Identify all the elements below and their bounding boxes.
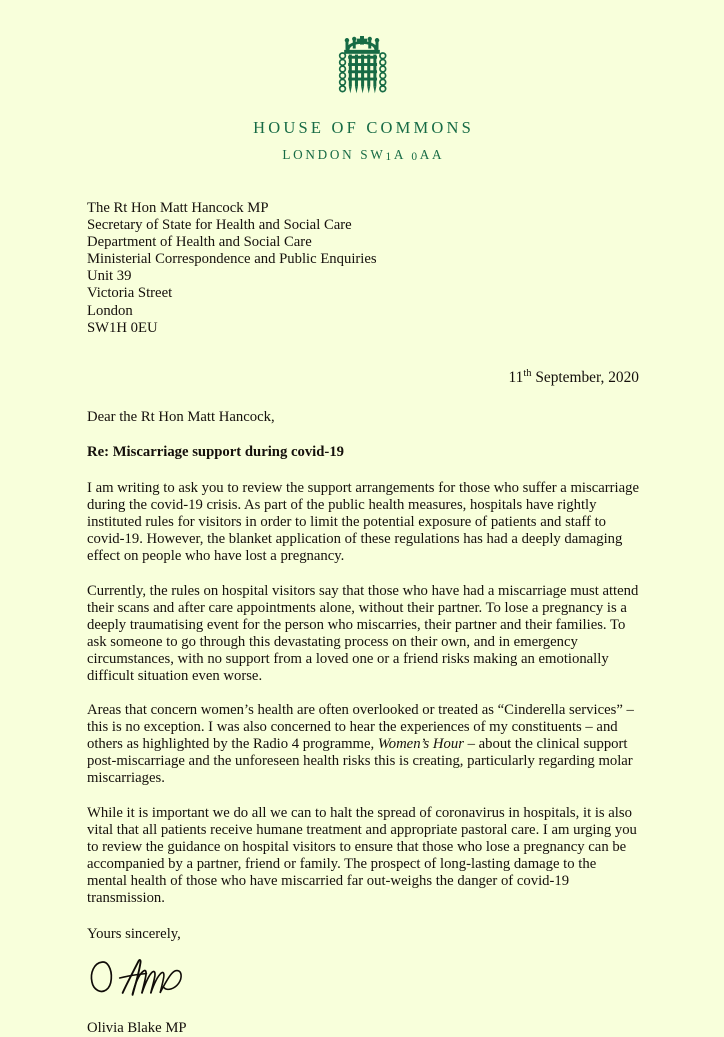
paragraph-text-before-italic: Areas that concern women’s health are often overlooked or treated as “Cinderella services” – this is no exception. I was also concerned to hear the experiences of my constituents – and others as highlighted by the Radio 4 programme, (87, 702, 634, 753)
body-paragraph: Currently, the rules on hospital visitors say that those who have had a miscarriage must attend their scans and after care appointments alone, without their partner. To lose a pregnancy is a deeply traumatising event for the person who miscarries, their partner and their families. To ask someone to go through this devastating process on their own, and in emergency circumstances, with no support from a loved one or a friend risks making an emotionally difficult situation even worse. (87, 582, 639, 684)
address-digit-one: 1 (385, 150, 394, 163)
body-paragraph (87, 702, 639, 787)
recipient-line: SW1H 0EU (87, 319, 158, 336)
organisation-address (0, 147, 724, 163)
salutation: Dear the Rt Hon Matt Hancock, (87, 408, 275, 425)
recipient-line: The Rt Hon Matt Hancock MP (87, 200, 269, 216)
programme-title-italic: Women’s Hour (377, 736, 464, 753)
address-middle: A (393, 147, 412, 162)
date-month-year: September, 2020 (531, 368, 639, 386)
letter-body (87, 200, 639, 1037)
address-prefix: LONDON SW (282, 147, 386, 162)
signature-area (87, 951, 639, 1003)
date-ordinal-suffix: th (523, 367, 532, 379)
paragraph-text-after-italic: – about the clinical support post-miscarriage and the unforeseen health risks this is creating, particularly regarding molar miscarriages. (87, 736, 633, 787)
signer-name: Olivia Blake MP (87, 1020, 187, 1037)
body-paragraph: While it is important we do all we can to halt the spread of coronavirus in hospitals, it is also vital that all patients receive humane treatment and appropriate pastoral care. I am urging you to review the guidance on hospital visitors to ensure that those who lose a pregnancy can be accompanied by a partner, friend or family. The prospect of long-lasting damage to the mental health of those who have miscarried far out-weighs the danger of covid-19 transmission. (87, 804, 637, 906)
letterhead (0, 0, 724, 163)
address-digit-zero: 0 (411, 150, 420, 163)
letter-date (87, 369, 639, 386)
recipient-address-block (87, 200, 639, 337)
recipient-line: Secretary of State for Health and Social Care (87, 217, 352, 234)
subject-line: Re: Miscarriage support during covid-19 (87, 443, 345, 460)
handwritten-signature (87, 951, 191, 1001)
organisation-name: HOUSE OF COMMONS (253, 118, 474, 137)
recipient-line: Unit 39 (87, 268, 132, 285)
date-day: 11 (508, 368, 524, 386)
recipient-line: Ministerial Correspondence and Public Enquiries (87, 251, 377, 268)
closing-salutation: Yours sincerely, (87, 926, 181, 943)
address-suffix: AA (419, 147, 445, 162)
recipient-line: Victoria Street (87, 285, 173, 302)
recipient-line: Department of Health and Social Care (87, 234, 312, 251)
recipient-line: London (87, 302, 133, 319)
body-paragraph: I am writing to ask you to review the support arrangements for those who suffer a miscarriage during the covid-19 crisis. As part of the public health measures, hospitals have rightly instituted rules for visitors in order to limit the potential exposure of patients and staff to covid-19. However, the blanket application of these regulations has had a deeply damaging effect on people who have lost a pregnancy. (87, 480, 639, 565)
portcullis-crest-icon (329, 36, 395, 102)
